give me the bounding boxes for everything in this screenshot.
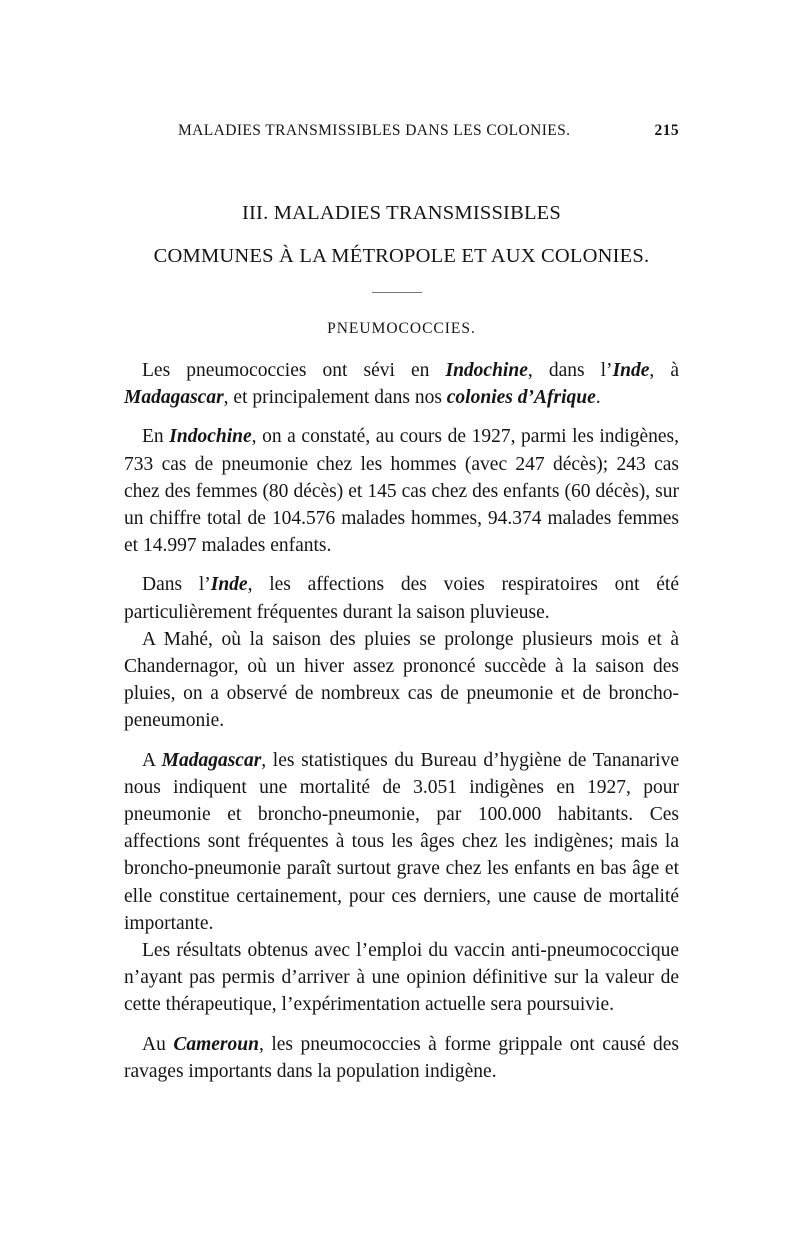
text-run: , à (649, 360, 680, 381)
italic-term: Madagascar (161, 749, 262, 771)
separator-rule (372, 292, 422, 293)
italic-term: Indochine (169, 426, 252, 448)
section-title: PNEUMOCOCCIES. (327, 320, 476, 337)
italic-term: Inde (612, 360, 650, 381)
paragraph-6: Les résultats obtenus avec l’emploi du vaccin anti-pneumococcique n’ayant pas permis d’arriver à une opinion définitive sur la valeur de cette thérapeutique, l’expérimentation actuelle sera poursuivie. (124, 940, 679, 1016)
page-number: 215 (654, 122, 679, 139)
text-run: , les affections des voies respiratoires ont été particulièrement fréquentes durant la saison pluvieuse. (124, 574, 679, 623)
italic-term: colonies d’Afrique (446, 387, 596, 409)
running-title: MALADIES TRANSMISSIBLES DANS LES COLONIES. (178, 122, 571, 139)
text-run: En (142, 426, 170, 448)
text-run: , les pneumococcies à forme grippale ont causé des ravages importants dans la population indigène. (124, 1033, 679, 1082)
paragraph-2 (124, 423, 679, 559)
paragraph-1 (124, 357, 679, 411)
italic-term: Indochine (445, 360, 528, 381)
text-run: A (142, 749, 162, 771)
chapter-title-line2: COMMUNES À LA MÉTROPOLE ET AUX COLONIES. (153, 245, 650, 267)
text-run: , on a constaté, au cours de 1927, parmi les indigènes, 733 cas de pneumonie chez les hommes (avec 247 décès); 243 cas chez des femmes (80 décès) et 145 cas chez des enfants (60 décès), sur un chiffre total de 104.576 malades hommes, 94.374 malades femmes et 14.997 malades enfants. (124, 426, 679, 557)
text-run: Au (142, 1033, 174, 1055)
body-text (124, 357, 679, 1085)
chapter-title (124, 192, 679, 278)
text-run: , les statistiques du Bureau d’hygiène de Tananarive nous indiquent une mortalité de 3.051 indigènes en 1927, pour pneumonie et broncho-pneumonie, par 100.000 habitants. Ces affections sont fréquentes à tous les âges chez les indigènes; mais la broncho-pneumonie paraît surtout grave chez les enfants en bas âge et elle constitue certainement, pour ces derniers, une cause de mortalité importante. (124, 749, 679, 934)
italic-term: Cameroun (173, 1033, 259, 1055)
text-run: Les pneumococcies ont sévi en (142, 360, 446, 381)
text-run: . (595, 387, 601, 409)
text-run: Dans l’ (142, 574, 211, 596)
running-header (124, 122, 679, 142)
italic-term: Inde (210, 574, 248, 596)
paragraph-3 (124, 571, 679, 625)
chapter-title-line1: III. MALADIES TRANSMISSIBLES (241, 202, 561, 224)
italic-term: Madagascar (124, 387, 224, 409)
paragraph-4: A Mahé, où la saison des pluies se prolonge plusieurs mois et à Chandernagor, où un hiver assez prononcé succède à la saison des pluies, on a observé de nombreux cas de pneumonie et de broncho-peneumonie. (124, 628, 679, 732)
paragraph-7 (124, 1031, 679, 1085)
paragraph-5 (124, 747, 679, 937)
text-run: , dans l’ (527, 360, 613, 381)
text-run: , et principalement dans nos (223, 387, 447, 409)
